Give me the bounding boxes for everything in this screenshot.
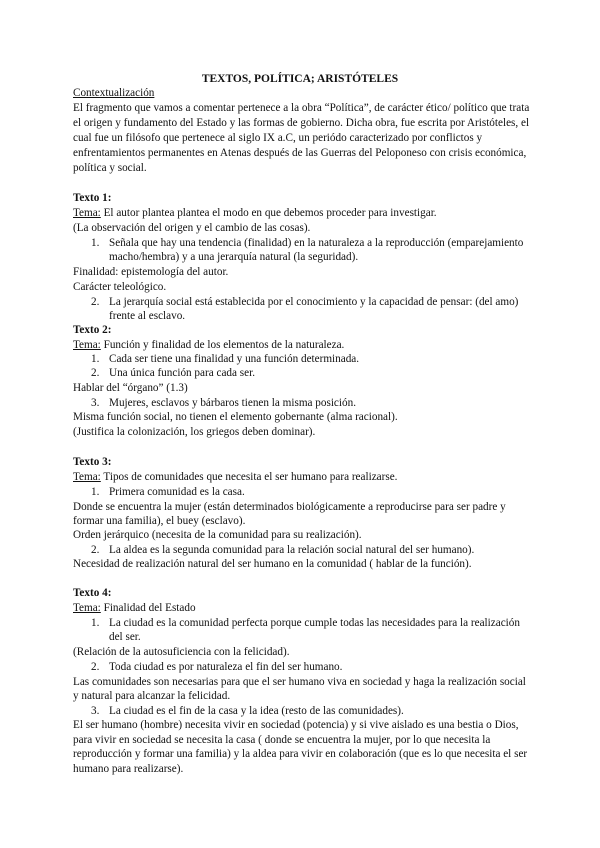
texto-2-line: Misma función social, no tienen el elemento gobernante (alma racional). [73,411,398,423]
list-item-continued: del ser. [109,631,141,643]
list-item-continued: macho/hembra) y a una jerarquía natural (la seguridad). [109,251,359,263]
list-number: 2. [91,544,100,556]
context-line: el origen y fundamento del Estado y las formas de gobierno. Dicha obra, fue escrita por Aristóteles, el [73,117,530,129]
texto-4-tema [73,601,196,615]
texto-3-line: Donde se encuentra la mujer (están determinados biológicamente a reproducirse para ser padre y [73,501,506,513]
texto-1-line: Carácter teleológico. [73,281,167,293]
list-number: 1. [91,353,100,365]
list-number: 2. [91,367,100,379]
list-number: 1. [91,617,100,629]
tema-text: Finalidad del Estado [100,602,196,614]
context-line: cual fue un filósofo que pertenece al siglo IX a.C, un periódo caracterizado por conflictos y [73,132,483,144]
texto-4-line: El ser humano (hombre) necesita vivir en sociedad (potencia) y si vive aislado es una bestia o Dios, [73,719,519,731]
tema-label: Tema: [73,339,101,351]
context-heading: Contextualización [73,87,155,99]
list-item: Una única función para cada ser. [109,367,255,379]
list-item: Toda ciudad es por naturaleza el fin del ser humano. [109,661,343,673]
context-line: El fragmento que vamos a comentar pertenece a la obra “Política”, de carácter ético/ político que trata [73,102,530,114]
texto-4-line: para vivir en sociedad se necesita la casa ( donde se encuentra la mujer, por lo que necesita la [73,734,491,746]
texto-2-heading: Texto 2: [73,324,112,336]
context-line: enfrentamientos permanentes en Atenas después de las Guerras del Peloponeso con crisis económica, [73,147,527,159]
texto-4-line: reproducción y formar una familia) y la aldea para vivir en colaboración (que es lo que necesita el ser [73,748,528,760]
tema-label: Tema: [73,471,101,483]
texto-3-heading: Texto 3: [73,456,112,468]
context-line: política y social. [73,162,147,174]
list-item-continued: frente al esclavo. [109,310,186,322]
list-item: Cada ser tiene una finalidad y una función determinada. [109,353,360,365]
texto-1-tema [73,206,437,220]
list-item: Mujeres, esclavos y bárbaros tienen la misma posición. [109,397,356,409]
texto-4-line: humano para realizarse). [73,763,184,775]
tema-label: Tema: [73,602,101,614]
list-number: 3. [91,705,100,717]
texto-1-line: (La observación del origen y el cambio de las cosas). [73,222,311,234]
texto-4-heading: Texto 4: [73,587,112,599]
texto-3-tema [73,470,397,484]
texto-2-tema [73,338,344,352]
list-number: 2. [91,661,100,673]
texto-3-line: formar una familia), el buey (esclavo). [73,515,246,527]
texto-3-line: Necesidad de realización natural del ser humano en la comunidad ( hablar de la función). [73,558,472,570]
list-item: La ciudad es el fin de la casa y la idea (resto de las comunidades). [109,705,404,717]
list-item: Primera comunidad es la casa. [109,486,245,498]
texto-3-line: Orden jerárquico (necesita de la comunidad para su realización). [73,529,362,541]
tema-text: Función y finalidad de los elementos de la naturaleza. [100,339,345,351]
texto-1-line: Finalidad: epistemología del autor. [73,266,229,278]
texto-4-line: Las comunidades son necesarias para que el ser humano viva en sociedad y haga la realización social [73,676,526,688]
tema-text: Tipos de comunidades que necesita el ser humano para realizarse. [100,471,398,483]
list-item: La aldea es la segunda comunidad para la relación social natural del ser humano). [109,544,475,556]
texto-4-line: (Relación de la autosuficiencia con la felicidad). [73,646,290,658]
texto-1-heading: Texto 1: [73,192,112,204]
list-item: La ciudad es la comunidad perfecta porque cumple todas las necesidades para la realización [109,617,520,629]
list-item: Señala que hay una tendencia (finalidad) en la naturaleza a la reproducción (emparejamiento [109,237,524,249]
tema-text: El autor plantea plantea el modo en que debemos proceder para investigar. [100,207,437,219]
tema-label: Tema: [73,207,101,219]
list-number: 3. [91,397,100,409]
texto-4-line: y natural para alcanzar la felicidad. [73,690,231,702]
list-number: 1. [91,237,100,249]
texto-2-line: (Justifica la colonización, los griegos deben dominar). [73,426,316,438]
document-title: TEXTOS, POLÍTICA; ARISTÓTELES [201,73,399,85]
list-number: 1. [91,486,100,498]
list-item: La jerarquía social está establecida por el conocimiento y la capacidad de pensar: (del amo) [109,296,519,308]
texto-2-line: Hablar del “órgano” (1.3) [73,382,188,394]
list-number: 2. [91,296,100,308]
